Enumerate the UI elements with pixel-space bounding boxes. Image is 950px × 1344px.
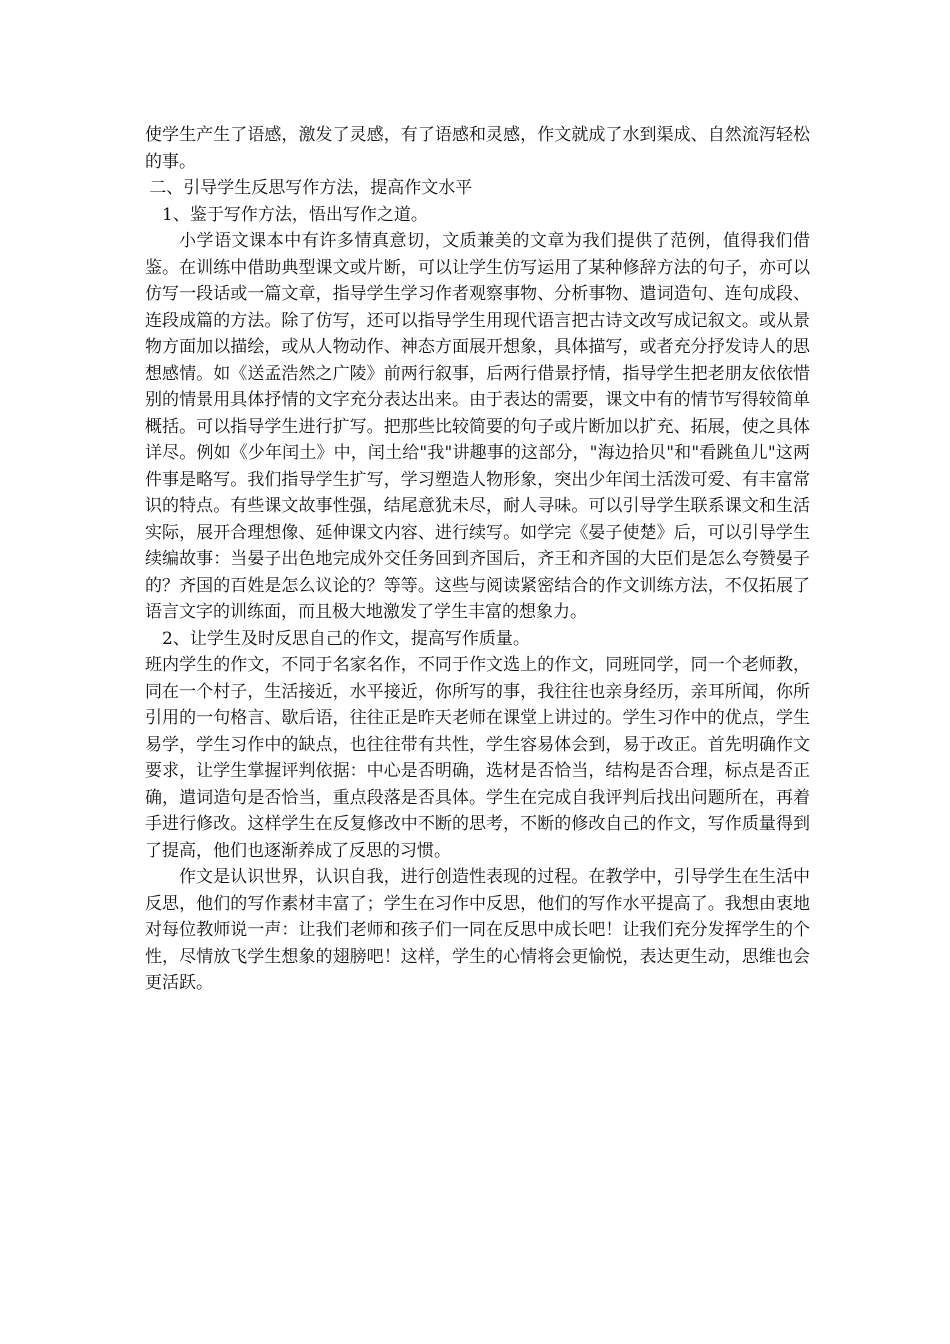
paragraph-conclusion: 作文是认识世界，认识自我，进行创造性表现的过程。在教学中，引导学生在生活中反思，他们的写作素材丰富了；学生在习作中反思，他们的写作水平提高了。我想由衷地对每位教师说一声：让我们老师和孩子们一同在反思中成长吧！让我们充分发挥学生的个性，尽情放飞学生想象的翅膀吧！这样，学生的心情将会更愉悦，表达更生动，思维也会更活跃。 [145, 867, 810, 993]
paragraph-continuation: 使学生产生了语感，激发了灵感，有了语感和灵感，作文就成了水到渠成、自然流泻轻松的事。 [145, 125, 810, 172]
subheading-2: 2、让学生及时反思自己的作文，提高写作质量。 [162, 628, 530, 649]
paragraph-writing-methods: 小学语文课本中有许多情真意切，文质兼美的文章为我们提供了范例，值得我们借鉴。在训练中借助典型课文或片断，可以让学生仿写运用了某种修辞方法的句子，亦可以仿写一段话或一篇文章，指导学生学习作者观察事物、分析事物、遣词造句、连句成段、连段成篇的方法。除了仿写，还可以指导学生用现代语言把古诗文改写成记叙文。或从景物方面加以描绘，或从人物动作、神态方面展开想象，具体描写，或者充分抒发诗人的思想感情。如《送孟浩然之广陵》前两行叙事，后两行借景抒情，指导学生把老朋友依依惜别的情景用具体抒情的文字充分表达出来。由于表达的需要，课文中有的情节写得较简单概括。可以指导学生进行扩写。把那些比较简要的句子或片断加以扩充、拓展，使之具体详尽。例如《少年闰土》中，闰土给"我"讲趣事的这部分，"海边拾贝"和"看跳鱼儿"这两件事是略写。我们指导学生扩写，学习塑造人物形象，突出少年闰土活泼可爱、有丰富常识的特点。有些课文故事性强，结尾意犹未尽，耐人寻味。可以引导学生联系课文和生活实际，展开合理想像、延伸课文内容、进行续写。如学完《晏子使楚》后，可以引导学生续编故事：当晏子出色地完成外交任务回到齐国后，齐王和齐国的大臣们是怎么夸赞晏子的？齐国的百姓是怎么议论的？等等。这些与阅读紧密结合的作文训练方法，不仅拓展了语言文字的训练面，而且极大地激发了学生丰富的想象力。 [145, 231, 810, 622]
paragraph-class-compositions: 班内学生的作文，不同于名家名作，不同于作文选上的作文，同班同学，同一个老师教，同在一个村子，生活接近，水平接近，你所写的事，我往往也亲身经历，亲耳所闻，你所引用的一句格言、歇后语，往往正是昨天老师在课堂上讲过的。学生习作中的优点，学生易学，学生习作中的缺点，也往往带有共性，学生容易体会到，易于改正。首先明确作文要求，让学生掌握评判依据：中心是否明确，选材是否恰当，结构是否合理，标点是否正确，遣词造句是否恰当，重点段落是否具体。学生在完成自我评判后找出问题所在，再着手进行修改。这样学生在反复修改中不断的思考，不断的修改自己的作文，写作质量得到了提高，他们也逐渐养成了反思的习惯。 [145, 655, 810, 861]
subheading-1: 1、鉴于写作方法，悟出写作之道。 [162, 204, 428, 225]
section-heading-2: 二、引导学生反思写作方法，提高作文水平 [149, 178, 473, 198]
document-page [145, 122, 810, 997]
